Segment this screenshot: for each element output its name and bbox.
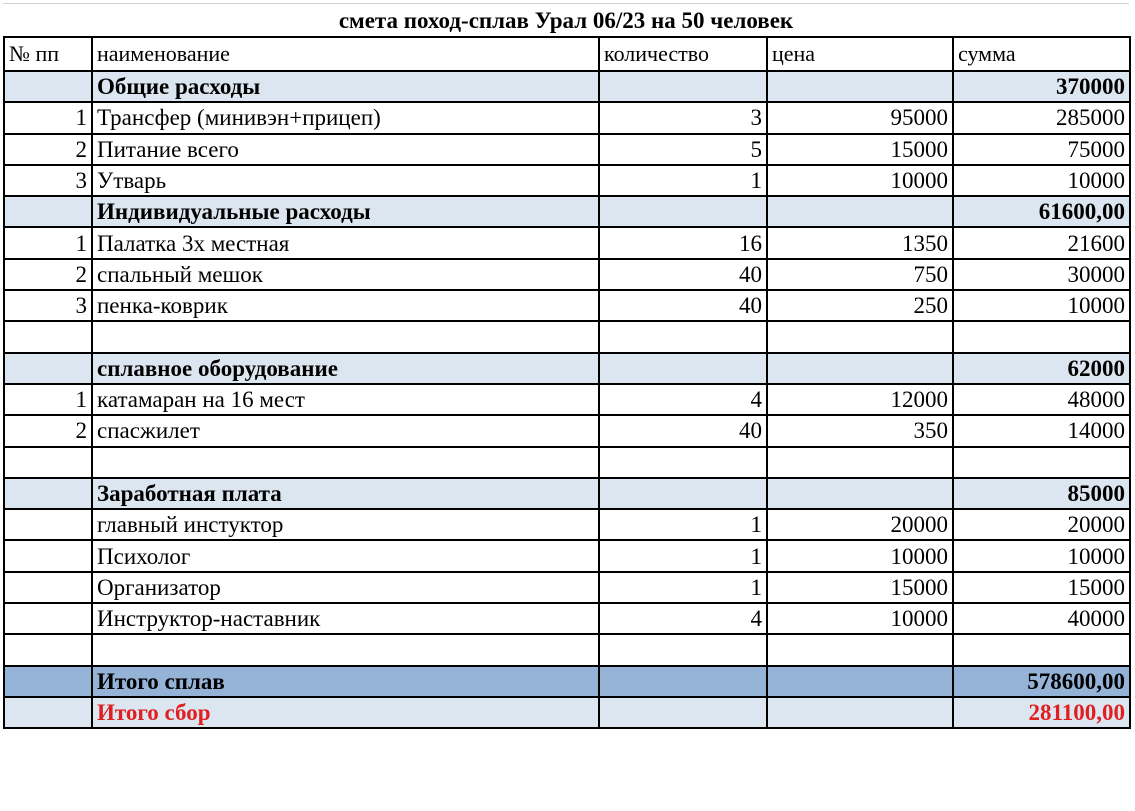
cell-sum (953, 634, 1130, 665)
table-row (4, 572, 1130, 603)
cell-name (92, 634, 599, 665)
cell-price: 10000 (767, 540, 953, 571)
cell-number (4, 353, 92, 384)
cell-price: 15000 (767, 572, 953, 603)
cell-sum: 15000 (953, 572, 1130, 603)
cell-quantity: 40 (599, 290, 767, 321)
section-row (4, 478, 1130, 509)
col-header-sum: сумма (953, 37, 1130, 71)
cell-price (767, 697, 953, 728)
col-header-number: № пп (4, 37, 92, 71)
table-row (4, 540, 1130, 571)
cell-number (4, 321, 92, 352)
cell-quantity (599, 353, 767, 384)
cell-price: 350 (767, 415, 953, 446)
cell-price: 95000 (767, 102, 953, 133)
cell-number (4, 666, 92, 697)
cell-number (4, 572, 92, 603)
cell-name: Трансфер (минивэн+прицеп) (92, 102, 599, 133)
estimate-sheet (3, 3, 1129, 729)
cell-quantity: 4 (599, 603, 767, 634)
cell-name: Организатор (92, 572, 599, 603)
cell-name: катамаран на 16 мест (92, 384, 599, 415)
section-row (4, 196, 1130, 227)
cell-sum: 10000 (953, 165, 1130, 196)
cell-number (4, 540, 92, 571)
cell-name: Итого сплав (92, 666, 599, 697)
cell-number (4, 447, 92, 478)
cell-name: пенка-коврик (92, 290, 599, 321)
cell-sum: 40000 (953, 603, 1130, 634)
cell-sum: 30000 (953, 259, 1130, 290)
table-row (4, 259, 1130, 290)
table-body (4, 71, 1130, 728)
cell-number: 3 (4, 165, 92, 196)
cell-number (4, 697, 92, 728)
cell-price: 12000 (767, 384, 953, 415)
section-row (4, 71, 1130, 102)
estimate-table (3, 36, 1131, 729)
cell-name: Палатка 3х местная (92, 227, 599, 258)
cell-sum: 48000 (953, 384, 1130, 415)
cell-name: Психолог (92, 540, 599, 571)
cell-name: Общие расходы (92, 71, 599, 102)
cell-price (767, 478, 953, 509)
cell-price: 20000 (767, 509, 953, 540)
cell-quantity (599, 447, 767, 478)
cell-quantity (599, 634, 767, 665)
cell-sum: 20000 (953, 509, 1130, 540)
cell-name (92, 321, 599, 352)
table-row (4, 134, 1130, 165)
sheet-title: смета поход-сплав Урал 06/23 на 50 человек (3, 3, 1129, 36)
cell-quantity: 5 (599, 134, 767, 165)
cell-name: Заработная плата (92, 478, 599, 509)
cell-price (767, 71, 953, 102)
blank-row (4, 447, 1130, 478)
cell-number: 1 (4, 227, 92, 258)
cell-number: 2 (4, 415, 92, 446)
cell-name: спальный мешок (92, 259, 599, 290)
cell-name: главный инстуктор (92, 509, 599, 540)
cell-price: 250 (767, 290, 953, 321)
cell-price: 15000 (767, 134, 953, 165)
cell-number (4, 196, 92, 227)
cell-sum: 61600,00 (953, 196, 1130, 227)
cell-sum: 85000 (953, 478, 1130, 509)
cell-name: Питание всего (92, 134, 599, 165)
cell-price (767, 196, 953, 227)
cell-sum: 62000 (953, 353, 1130, 384)
cell-number (4, 478, 92, 509)
cell-quantity: 1 (599, 572, 767, 603)
section-row (4, 353, 1130, 384)
cell-number (4, 603, 92, 634)
cell-quantity: 40 (599, 415, 767, 446)
cell-number: 3 (4, 290, 92, 321)
cell-quantity: 1 (599, 540, 767, 571)
col-header-quantity: количество (599, 37, 767, 71)
cell-quantity: 40 (599, 259, 767, 290)
cell-quantity (599, 666, 767, 697)
table-row (4, 290, 1130, 321)
cell-sum: 14000 (953, 415, 1130, 446)
cell-price (767, 353, 953, 384)
cell-number (4, 71, 92, 102)
cell-name: Утварь (92, 165, 599, 196)
cell-quantity: 16 (599, 227, 767, 258)
cell-name: сплавное оборудование (92, 353, 599, 384)
table-row (4, 384, 1130, 415)
cell-quantity (599, 697, 767, 728)
cell-number: 1 (4, 384, 92, 415)
cell-name: Индивидуальные расходы (92, 196, 599, 227)
cell-number: 1 (4, 102, 92, 133)
cell-quantity (599, 321, 767, 352)
col-header-price: цена (767, 37, 953, 71)
cell-price (767, 666, 953, 697)
table-row (4, 102, 1130, 133)
table-row (4, 603, 1130, 634)
cell-sum: 10000 (953, 540, 1130, 571)
cell-price (767, 634, 953, 665)
cell-quantity (599, 196, 767, 227)
cell-quantity: 3 (599, 102, 767, 133)
cell-number (4, 634, 92, 665)
col-header-name: наименование (92, 37, 599, 71)
cell-quantity: 4 (599, 384, 767, 415)
cell-sum: 75000 (953, 134, 1130, 165)
cell-price (767, 321, 953, 352)
cell-price: 10000 (767, 165, 953, 196)
cell-name: Инструктор-наставник (92, 603, 599, 634)
cell-sum: 21600 (953, 227, 1130, 258)
table-row (4, 415, 1130, 446)
cell-price: 10000 (767, 603, 953, 634)
cell-price: 750 (767, 259, 953, 290)
table-row (4, 227, 1130, 258)
cell-quantity: 1 (599, 165, 767, 196)
collect-row (4, 697, 1130, 728)
cell-sum: 370000 (953, 71, 1130, 102)
cell-name (92, 447, 599, 478)
table-row (4, 509, 1130, 540)
cell-quantity (599, 71, 767, 102)
cell-sum: 10000 (953, 290, 1130, 321)
cell-sum (953, 447, 1130, 478)
cell-sum: 578600,00 (953, 666, 1130, 697)
cell-price: 1350 (767, 227, 953, 258)
cell-sum: 281100,00 (953, 697, 1130, 728)
cell-name: спасжилет (92, 415, 599, 446)
header-row (4, 37, 1130, 71)
cell-number: 2 (4, 134, 92, 165)
cell-price (767, 447, 953, 478)
total-row (4, 666, 1130, 697)
blank-row (4, 634, 1130, 665)
cell-quantity: 1 (599, 509, 767, 540)
cell-sum (953, 321, 1130, 352)
table-row (4, 165, 1130, 196)
cell-sum: 285000 (953, 102, 1130, 133)
cell-name: Итого сбор (92, 697, 599, 728)
cell-number: 2 (4, 259, 92, 290)
cell-quantity (599, 478, 767, 509)
cell-number (4, 509, 92, 540)
blank-row (4, 321, 1130, 352)
